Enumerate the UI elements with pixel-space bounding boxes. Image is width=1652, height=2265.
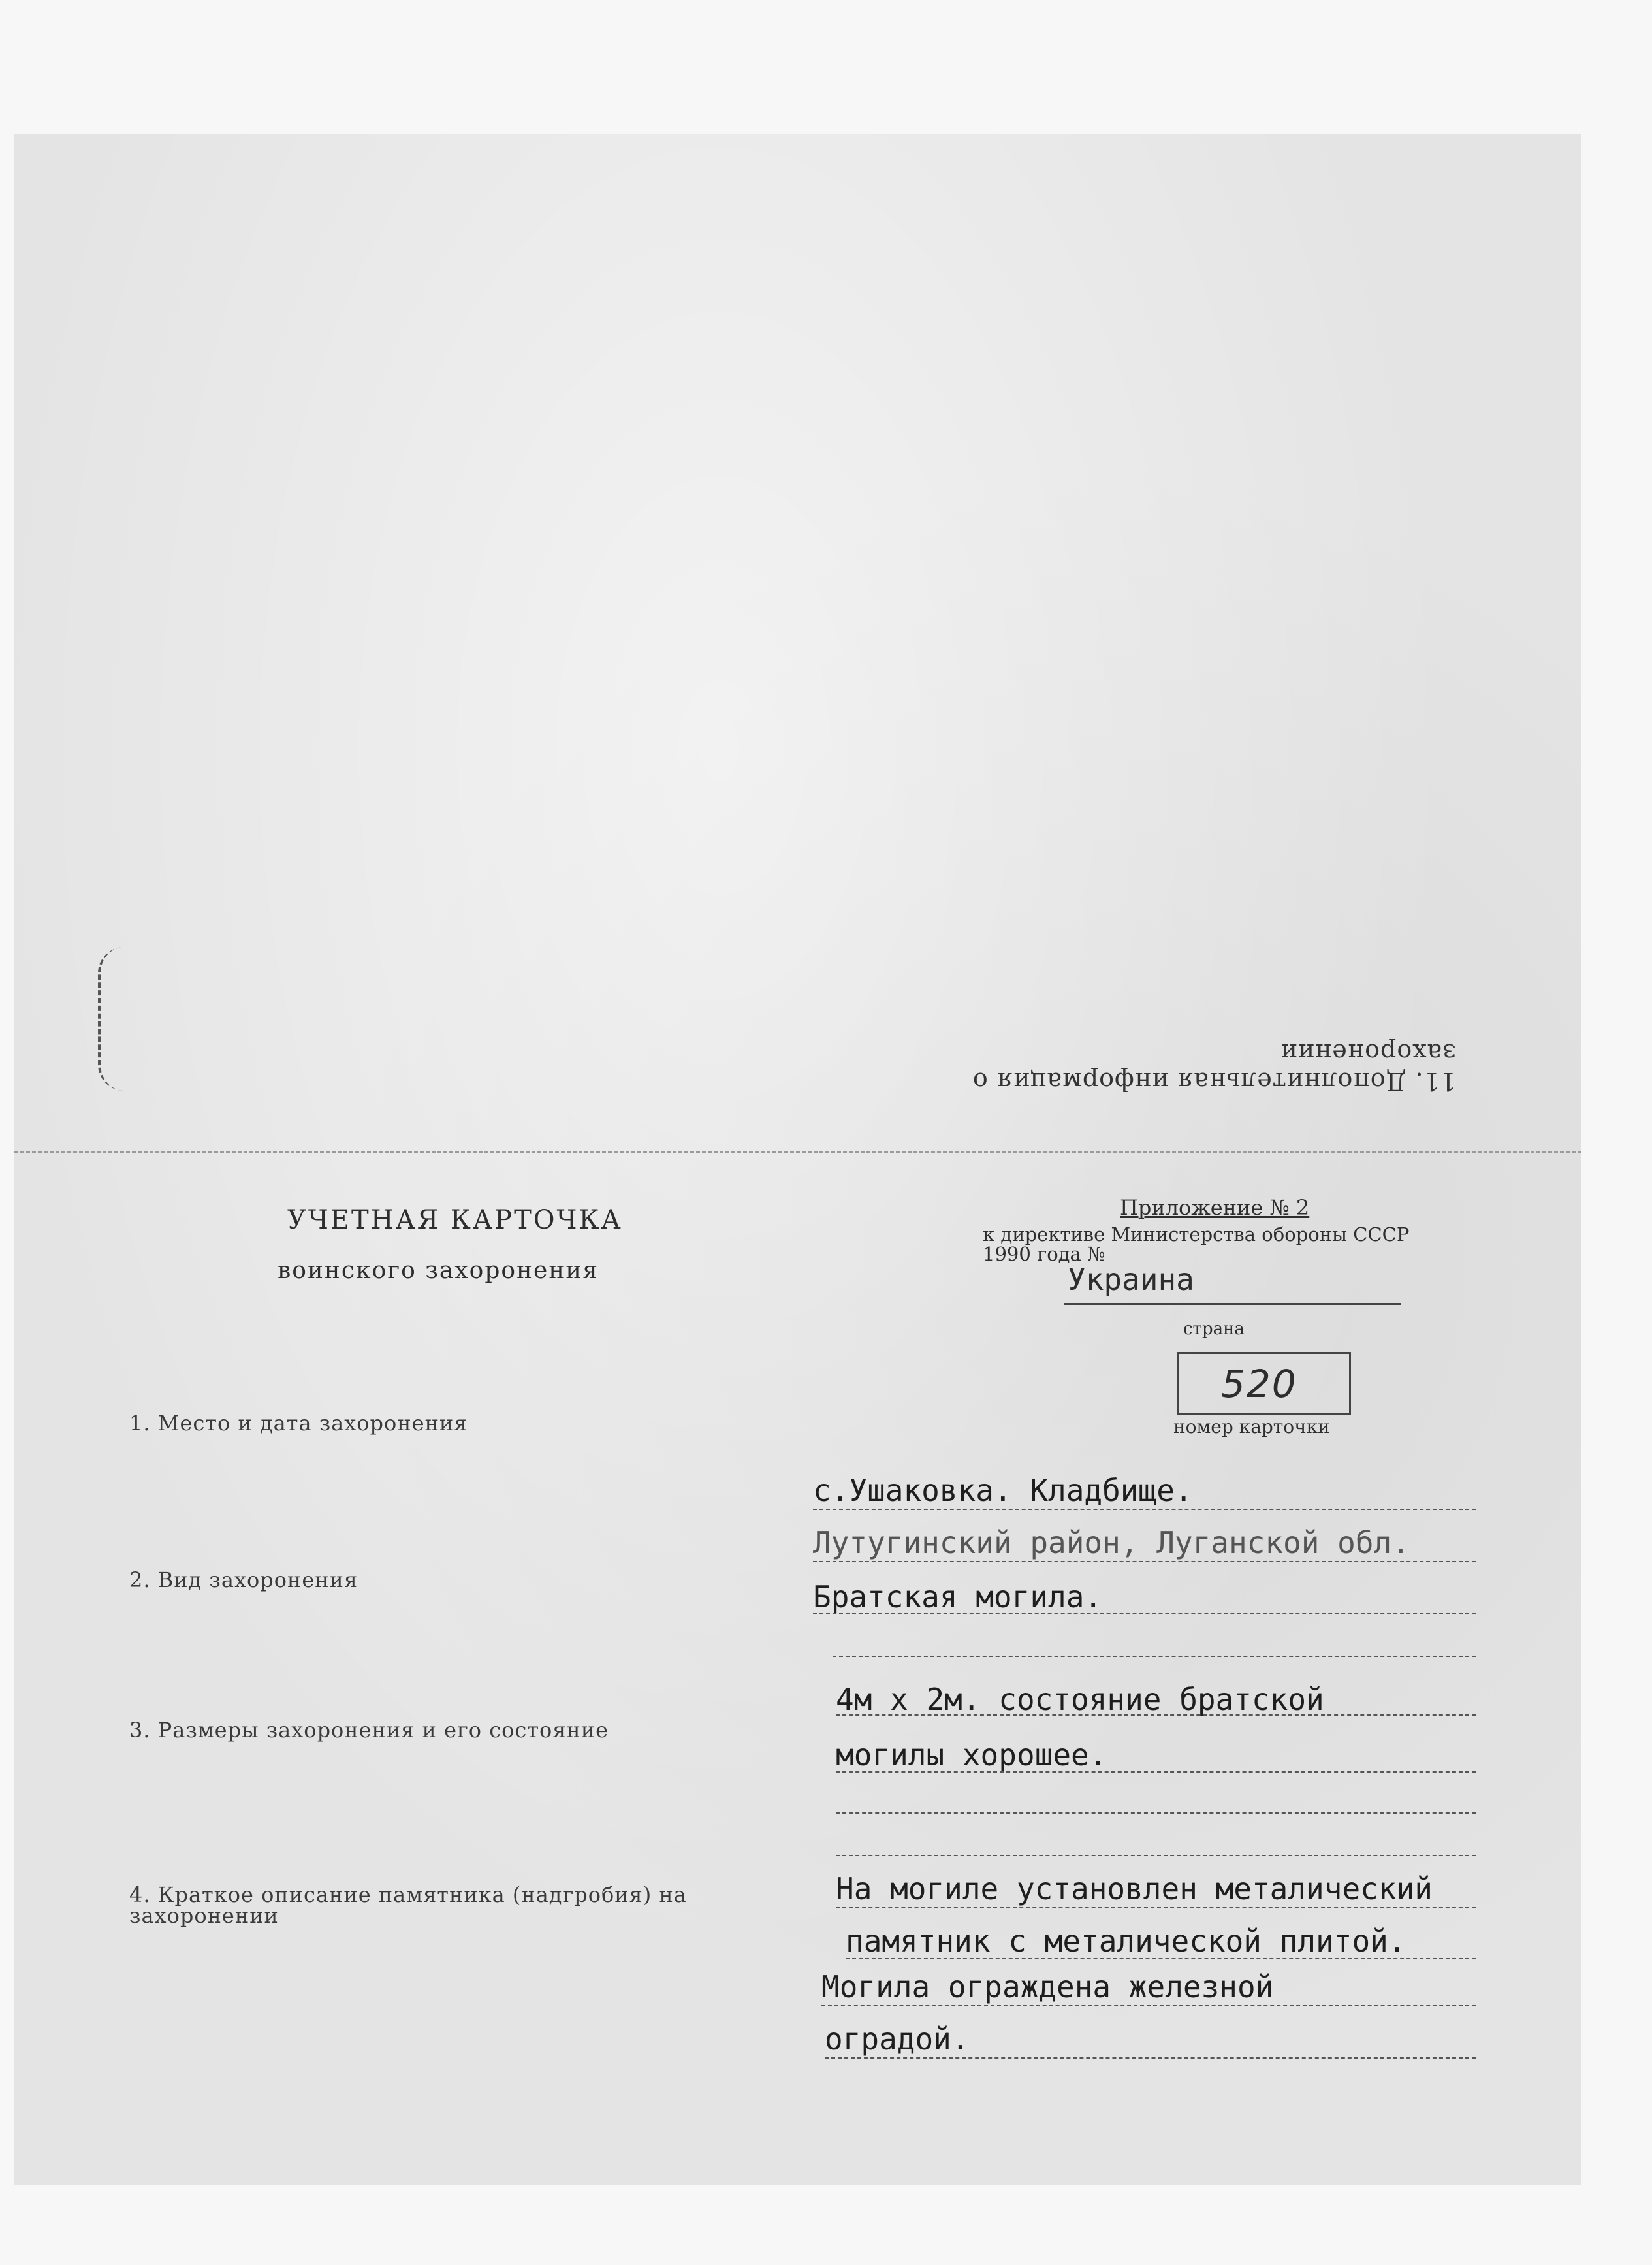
field-3-rule-1 — [836, 1714, 1476, 1716]
field-4-label: 4. Краткое описание памятника (надгробия) на захоронении — [129, 1882, 687, 1928]
field-4-line-4: оградой. — [825, 2021, 970, 2057]
field-3-line-1: 4м х 2м. состояние братской — [836, 1682, 1324, 1717]
field-4-rule-1 — [836, 1907, 1476, 1908]
country-value: Украина — [1068, 1262, 1194, 1297]
field-2-rule-2 — [833, 1656, 1476, 1657]
field-3-label: 3. Размеры захоронения и его состояние — [129, 1718, 609, 1743]
field-3-line-2: могилы хорошее. — [836, 1737, 1107, 1773]
field-4-line-2: памятник с металической плитой. — [846, 1923, 1406, 1959]
field-3-rule-3 — [836, 1812, 1476, 1814]
field-3-rule-2 — [836, 1771, 1476, 1773]
field-1-line-2: Лутугинский район, Луганской обл. — [813, 1525, 1410, 1560]
section-11-upside-down: 11. Дополнительная информация о захоронении — [972, 1038, 1456, 1096]
country-underline — [1064, 1303, 1401, 1305]
field-1-line-1: с.Ушаковка. Кладбище. — [813, 1473, 1193, 1508]
field-4-rule-4 — [825, 2057, 1476, 2059]
field-4-line-1: На могиле установлен металический — [836, 1871, 1433, 1906]
appendix-title: Приложение № 2 — [1120, 1195, 1310, 1220]
fold-line — [14, 1151, 1581, 1153]
field-4-line-3: Могила ограждена железной — [821, 1969, 1274, 2004]
card-title: УЧЕТНАЯ КАРТОЧКА — [287, 1205, 623, 1235]
country-caption: страна — [1183, 1319, 1245, 1339]
card-number-caption: номер карточки — [1173, 1416, 1330, 1438]
field-4-rule-3 — [821, 2005, 1476, 2006]
card-subtitle: воинского захоронения — [278, 1257, 599, 1284]
field-4-rule-2 — [846, 1958, 1476, 1959]
field-2-line-1: Братская могила. — [813, 1579, 1103, 1614]
appendix-subtitle: к директиве Министерства обороны СССР 1990 года № — [983, 1223, 1410, 1265]
field-1-rule-2 — [813, 1561, 1476, 1562]
field-2-rule-1 — [813, 1613, 1476, 1614]
field-1-rule-1 — [813, 1509, 1476, 1510]
field-2-label: 2. Вид захоронения — [129, 1567, 358, 1592]
bracket-mark — [98, 947, 153, 1091]
field-3-rule-4 — [836, 1855, 1476, 1856]
card-number: 520 — [1221, 1362, 1297, 1406]
field-1-label: 1. Место и дата захоронения — [129, 1411, 468, 1436]
